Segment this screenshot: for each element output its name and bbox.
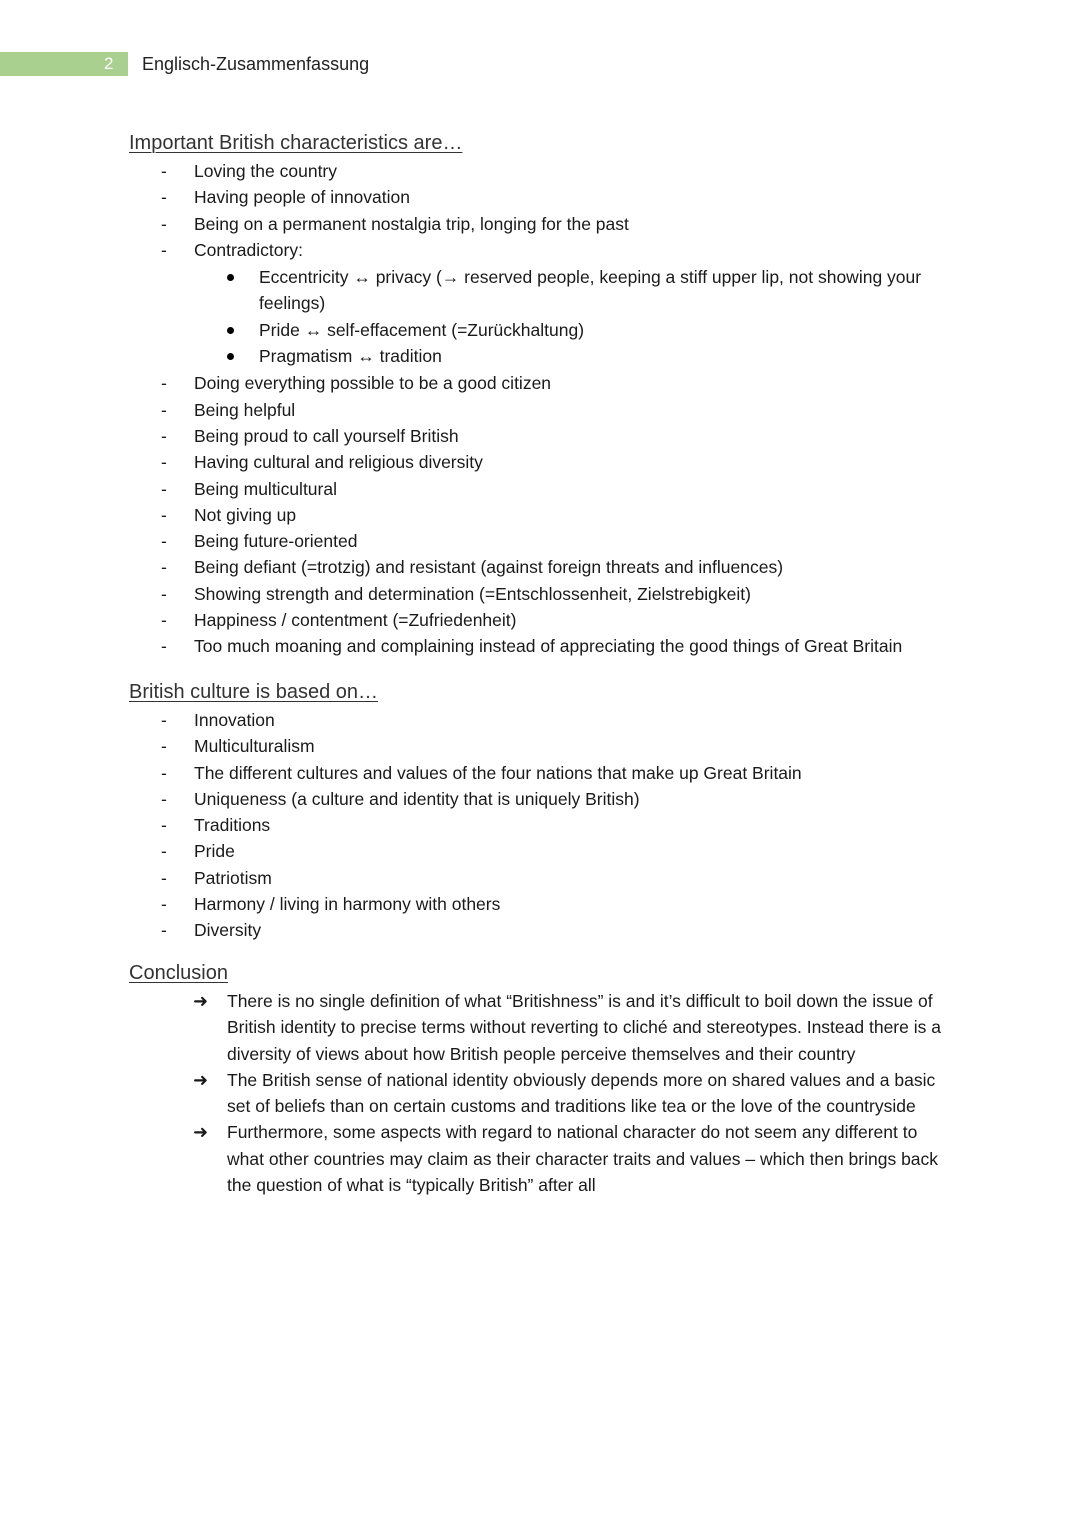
dash-bullet-icon: - bbox=[161, 425, 167, 446]
list-item: - Diversity bbox=[129, 917, 959, 943]
list-item: - Harmony / living in harmony with others bbox=[129, 891, 959, 917]
round-bullet-icon bbox=[227, 274, 234, 281]
list-item: - Being multicultural bbox=[129, 476, 959, 502]
list-item: Pride ↔ self-effacement (=Zurückhaltung) bbox=[194, 317, 939, 343]
list-item: - Too much moaning and complaining instead of appreciating the good things of Great Britain bbox=[129, 633, 959, 659]
list-item: - Loving the country bbox=[129, 158, 959, 184]
round-bullet-icon bbox=[227, 327, 234, 334]
dash-bullet-icon: - bbox=[161, 788, 167, 809]
list-item: - Doing everything possible to be a good citizen bbox=[129, 370, 959, 396]
list-item: - Happiness / contentment (=Zufriedenheit) bbox=[129, 607, 959, 633]
dash-bullet-icon: - bbox=[161, 841, 167, 862]
list-item: - Traditions bbox=[129, 812, 959, 838]
list-item: - Being defiant (=trotzig) and resistant (against foreign threats and influences) bbox=[129, 554, 959, 580]
list-item: Pragmatism ↔ tradition bbox=[194, 343, 939, 369]
document-title: Englisch-Zusammenfassung bbox=[142, 54, 370, 74]
list-item: - Pride bbox=[129, 838, 959, 864]
dash-bullet-icon: - bbox=[161, 531, 167, 552]
dash-bullet-icon: - bbox=[161, 161, 167, 181]
dash-bullet-icon: - bbox=[161, 478, 167, 499]
round-bullet-icon bbox=[227, 353, 234, 360]
conclusion-section bbox=[129, 960, 959, 1198]
dash-bullet-icon: - bbox=[161, 736, 167, 757]
dash-bullet-icon: - bbox=[161, 239, 167, 260]
list-item: - Being on a permanent nostalgia trip, longing for the past bbox=[129, 211, 959, 237]
dash-bullet-icon: - bbox=[161, 636, 167, 657]
dash-bullet-icon: - bbox=[161, 583, 167, 604]
list-item: - Not giving up bbox=[129, 502, 959, 528]
dash-bullet-icon: - bbox=[161, 452, 167, 473]
culture-list bbox=[129, 707, 959, 944]
culture-section bbox=[129, 679, 959, 944]
dash-bullet-icon: - bbox=[161, 399, 167, 420]
list-item: - The different cultures and values of the four nations that make up Great Britain bbox=[129, 760, 959, 786]
dash-bullet-icon: - bbox=[161, 504, 167, 525]
characteristics-heading: Important British characteristics are… bbox=[129, 132, 463, 154]
list-item: - Having people of innovation bbox=[129, 184, 959, 210]
dash-bullet-icon: - bbox=[161, 610, 167, 631]
conclusion-list bbox=[129, 988, 959, 1198]
list-item: - Contradictory: Eccentricity ↔ privacy (→ reserved people, keeping a stiff upper lip, not showing your feelings) Pride ↔ self-effacement (=Zurückhaltung) Pragmatism ↔ tradition bbox=[129, 237, 959, 369]
dash-bullet-icon: - bbox=[161, 867, 167, 888]
list-item: - Having cultural and religious diversity bbox=[129, 449, 959, 475]
dash-bullet-icon: - bbox=[161, 187, 167, 208]
page-number: 2 bbox=[104, 54, 114, 73]
list-item: ➜ There is no single definition of what “Britishness” is and it’s difficult to boil down the issue of British identity to precise terms without reverting to cliché and stereotypes. Instead there is a diversity of views about how British people perceive themselves and their country bbox=[129, 988, 947, 1067]
culture-heading: British culture is based on… bbox=[129, 681, 379, 703]
contradictions-list bbox=[194, 264, 959, 369]
list-item: - Being future-oriented bbox=[129, 528, 959, 554]
list-item: Eccentricity ↔ privacy (→ reserved people, keeping a stiff upper lip, not showing your feelings) bbox=[194, 264, 939, 317]
list-item: - Innovation bbox=[129, 707, 959, 733]
arrow-right-icon: ➜ bbox=[193, 1122, 209, 1143]
list-item: - Patriotism bbox=[129, 865, 959, 891]
arrow-right-icon: ➜ bbox=[193, 1069, 209, 1090]
list-item: ➜ Furthermore, some aspects with regard to national character do not seem any different to what other countries may claim as their character traits and values – which then brings back the question of what is “typically British” after all bbox=[129, 1119, 947, 1198]
dash-bullet-icon: - bbox=[161, 815, 167, 836]
arrow-right-icon: ➜ bbox=[193, 991, 209, 1011]
dash-bullet-icon: - bbox=[161, 373, 167, 394]
list-item: - Being proud to call yourself British bbox=[129, 423, 959, 449]
list-item: - Showing strength and determination (=Entschlossenheit, Zielstrebigkeit) bbox=[129, 581, 959, 607]
conclusion-heading: Conclusion bbox=[129, 962, 228, 984]
dash-bullet-icon: - bbox=[161, 762, 167, 783]
list-item: - Being helpful bbox=[129, 397, 959, 423]
list-item: ➜ The British sense of national identity obviously depends more on shared values and a basic set of beliefs than on certain customs and traditions like tea or the love of the countryside bbox=[129, 1067, 947, 1120]
characteristics-list bbox=[129, 158, 959, 660]
dash-bullet-icon: - bbox=[161, 710, 167, 730]
characteristics-section bbox=[129, 130, 959, 660]
dash-bullet-icon: - bbox=[161, 894, 167, 915]
dash-bullet-icon: - bbox=[161, 557, 167, 578]
dash-bullet-icon: - bbox=[161, 920, 167, 941]
dash-bullet-icon: - bbox=[161, 213, 167, 234]
list-item: - Uniqueness (a culture and identity that is uniquely British) bbox=[129, 786, 959, 812]
list-item: - Multiculturalism bbox=[129, 733, 959, 759]
